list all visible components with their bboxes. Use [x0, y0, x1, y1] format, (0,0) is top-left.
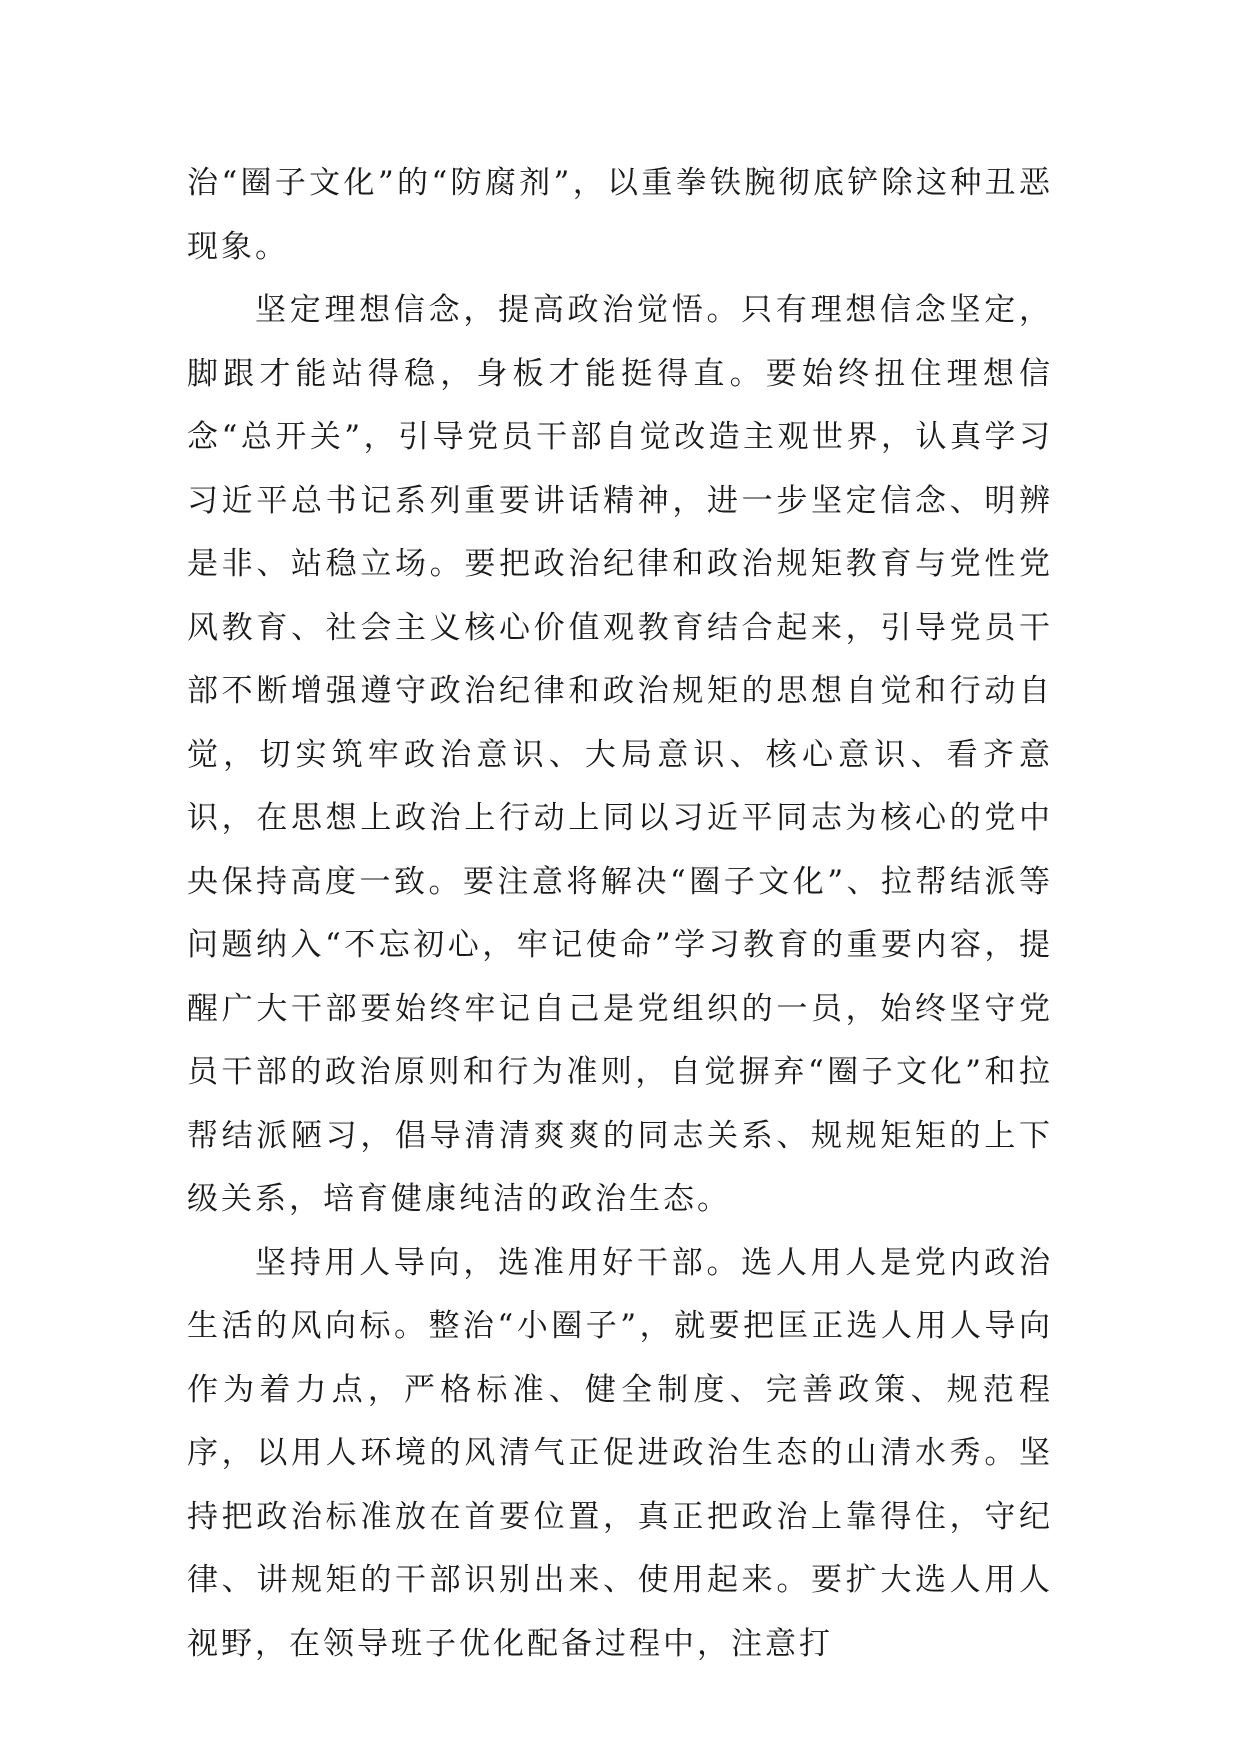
paragraph-personnel-selection: 坚持用人导向，选准用好干部。选人用人是党内政治生活的风向标。整治“小圈子”，就要把匡正选人用人导向作为着力点，严格标准、健全制度、完善政策、规范程序，以用人环境的风清气正促进政治生态的山清水秀。坚持把政治标准放在首要位置，真正把政治上靠得住，守纪律、讲规矩的干部识别出来、使用起来。要扩大选人用人视野，在领导班子优化配备过程中，注意打 [187, 1244, 1053, 1662]
paragraph-continuation: 治“圈子文化”的“防腐剂”，以重拳铁腕彻底铲除这种丑恶现象。 [187, 165, 1053, 265]
document-body [187, 152, 1053, 1676]
paragraph-ideals-beliefs: 坚定理想信念，提高政治觉悟。只有理想信念坚定，脚跟才能站得稳，身板才能挺得直。要始终扭住理想信念“总开关”，引导党员干部自觉改造主观世界，认真学习习近平总书记系列重要讲话精神，进一步坚定信念、明辨是非、站稳立场。要把政治纪律和政治规矩教育与党性党风教育、社会主义核心价值观教育结合起来，引导党员干部不断增强遵守政治纪律和政治规矩的思想自觉和行动自觉，切实筑牢政治意识、大局意识、核心意识、看齐意识，在思想上政治上行动上同以习近平同志为核心的党中央保持高度一致。要注意将解决“圈子文化”、拉帮结派等问题纳入“不忘初心，牢记使命”学习教育的重要内容，提醒广大干部要始终牢记自己是党组织的一员，始终坚守党员干部的政治原则和行为准则，自觉摒弃“圈子文化”和拉帮结派陋习，倡导清清爽爽的同志关系、规规矩矩的上下级关系，培育健康纯洁的政治生态。 [187, 292, 1053, 1217]
